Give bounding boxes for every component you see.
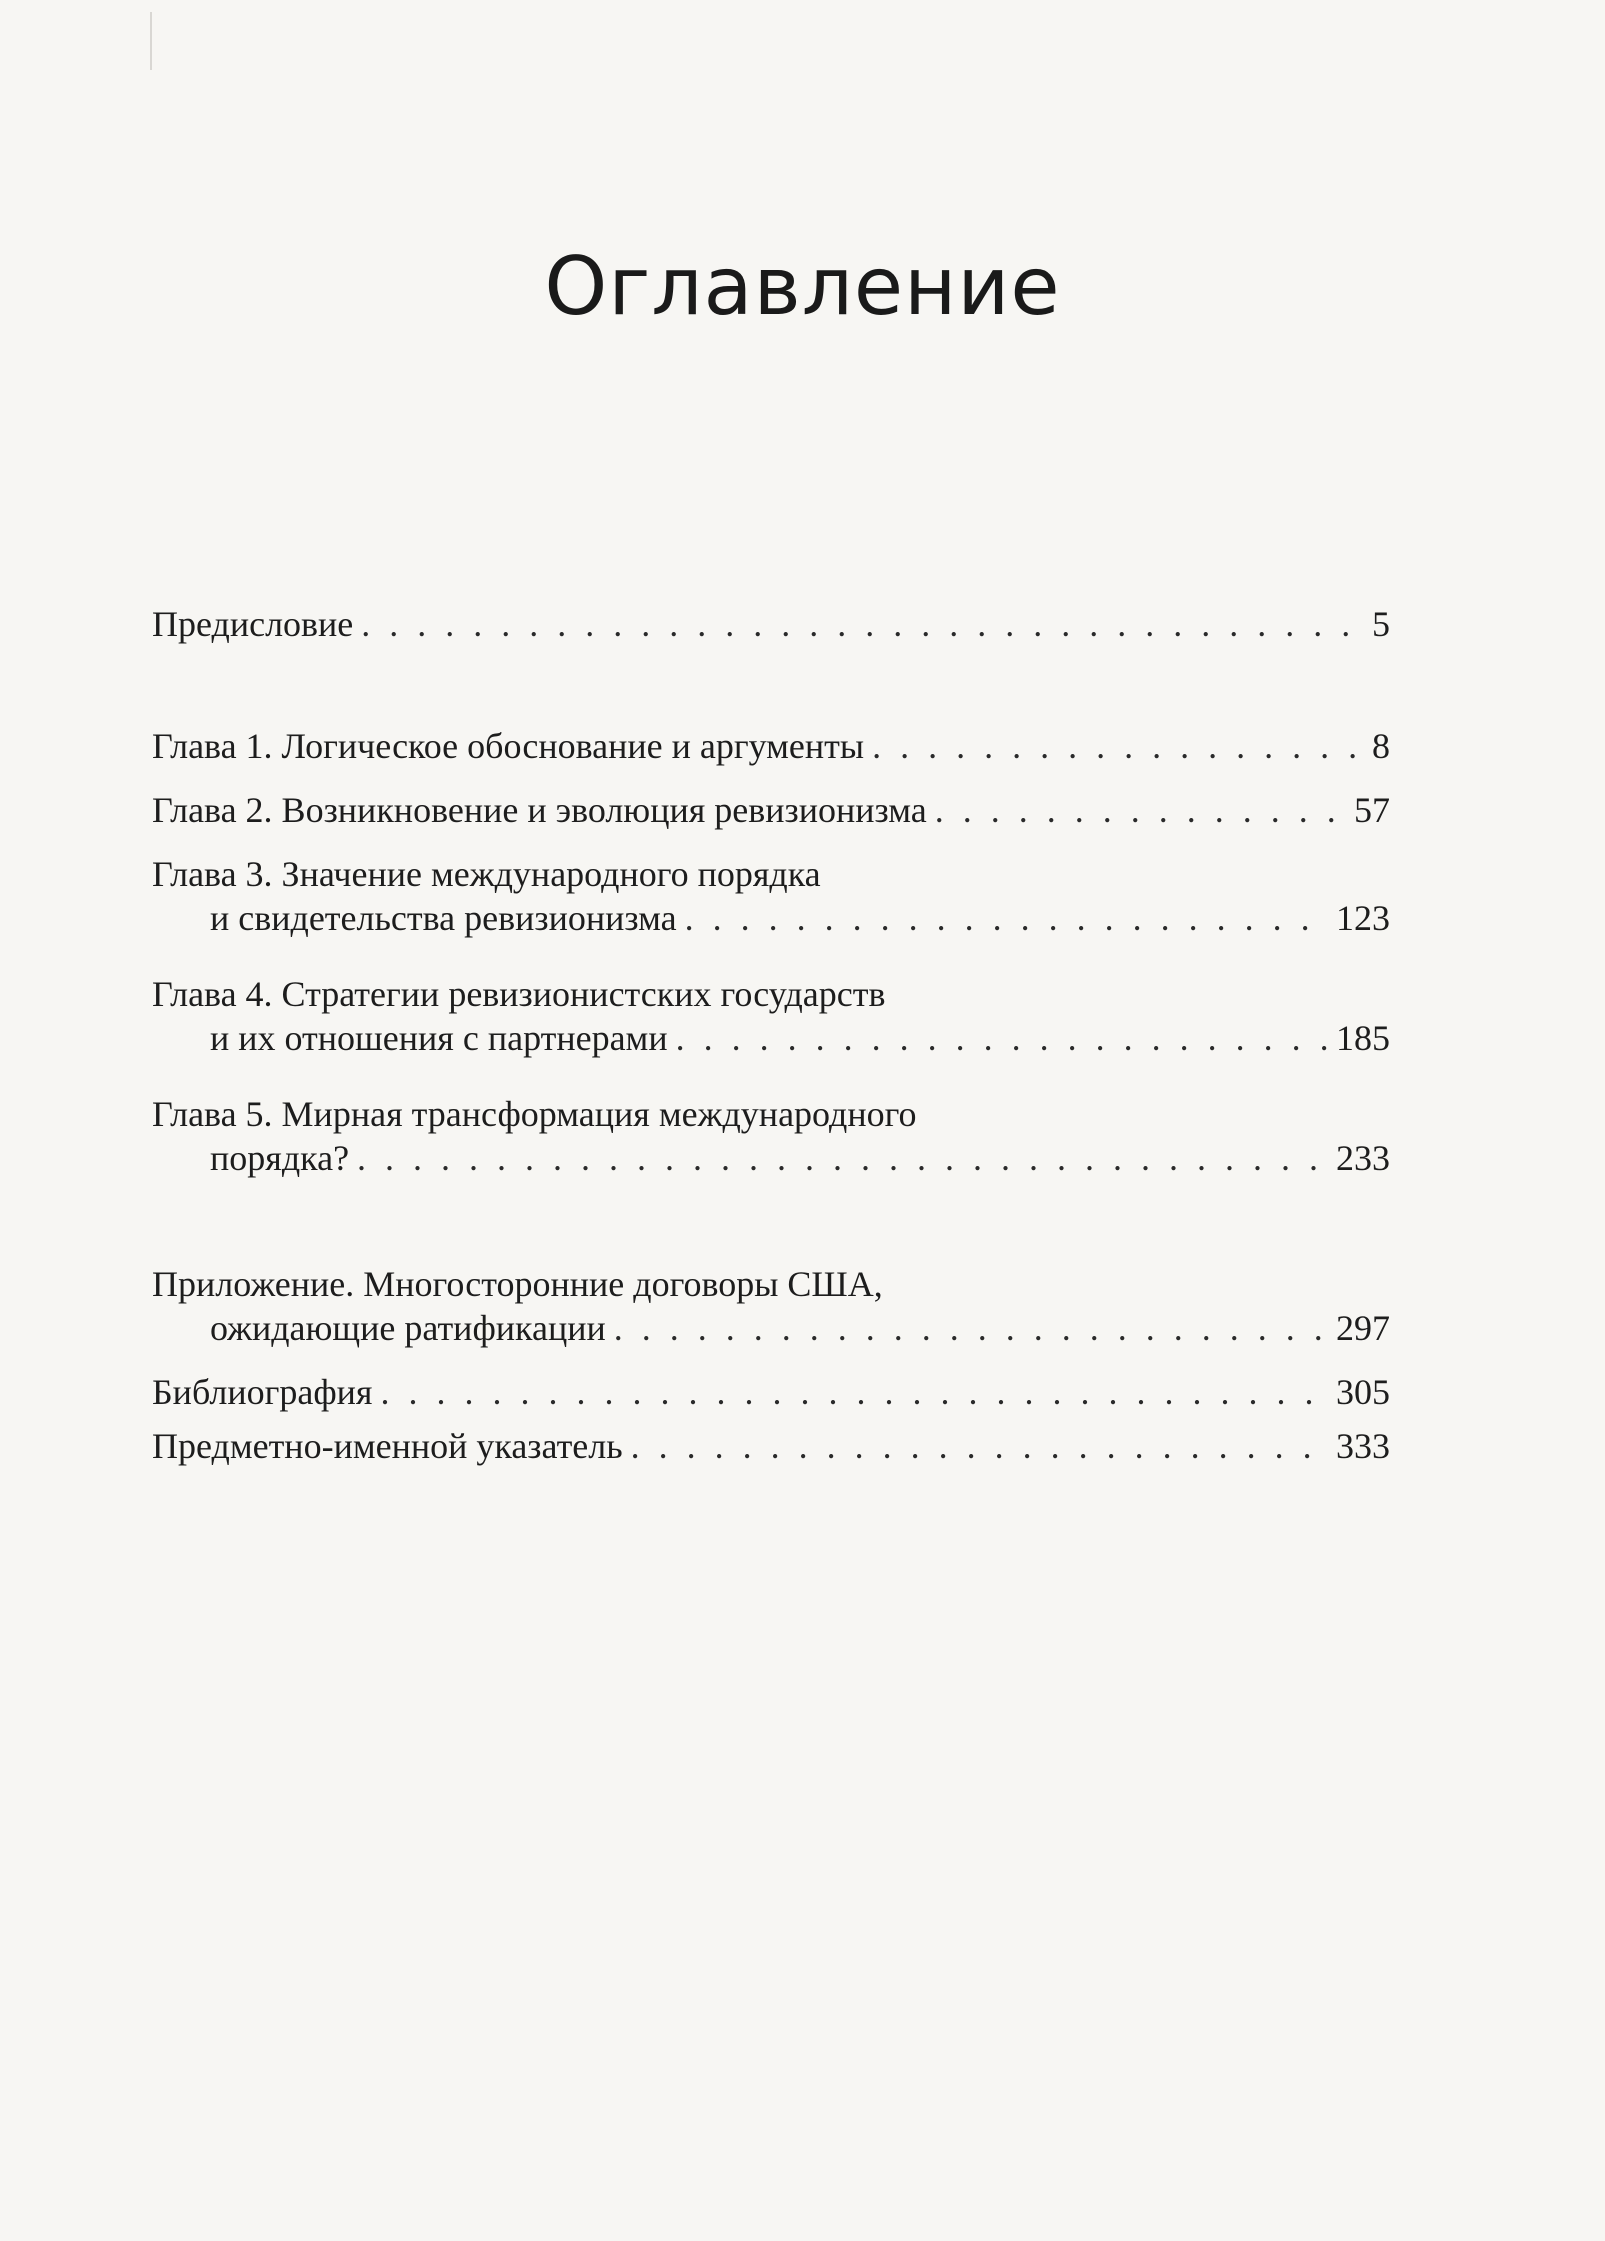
toc-entry-title: Предисловие [152, 604, 354, 644]
toc-entry [152, 602, 1390, 646]
leader-dots [614, 1306, 1328, 1350]
toc-entry-title: Глава 2. Возникновение и эволюция ревизионизма [152, 790, 927, 830]
leader-dots [676, 1016, 1328, 1060]
toc-entry-title: Глава 3. Значение международного порядка [152, 854, 821, 894]
leader-dots [380, 1370, 1328, 1414]
toc-entry-title: Глава 1. Логическое обоснование и аргументы [152, 726, 865, 766]
toc-entry [152, 1370, 1390, 1414]
toc-entry-title-continued: ожидающие ратификации [210, 1308, 606, 1348]
toc-entry [152, 788, 1390, 832]
toc-page-number: 297 [1336, 1308, 1390, 1348]
toc-entry [152, 852, 1390, 940]
leader-dots [935, 788, 1346, 832]
leader-dots [685, 896, 1328, 940]
toc-entry [152, 972, 1390, 1060]
toc-page-number: 8 [1372, 726, 1390, 766]
toc-entry-title: Глава 4. Стратегии ревизионистских государств [152, 974, 886, 1014]
toc-entry-title: Библиография [152, 1372, 373, 1412]
toc-entry [152, 724, 1390, 768]
toc-entry [152, 1424, 1390, 1468]
leader-dots [631, 1424, 1328, 1468]
toc-entry-title: Приложение. Многосторонние договоры США, [152, 1264, 883, 1304]
toc-entry-title-continued: и их отношения с партнерами [210, 1018, 668, 1058]
toc-page-number: 5 [1372, 604, 1390, 644]
leader-dots [361, 602, 1364, 646]
toc-entry-title-continued: порядка? [210, 1138, 350, 1178]
toc-page-number: 185 [1336, 1018, 1390, 1058]
toc-page-number: 123 [1336, 898, 1390, 938]
page-title: Оглавление [544, 239, 1061, 333]
toc-page-number: 57 [1354, 790, 1390, 830]
toc-entry [152, 1262, 1390, 1350]
bleed-through-rule [150, 12, 152, 70]
toc-page-number: 333 [1336, 1426, 1390, 1466]
toc-entry-title: Предметно-именной указатель [152, 1426, 623, 1466]
toc-entry [152, 1092, 1390, 1180]
toc-entry-title-continued: и свидетельства ревизионизма [210, 898, 677, 938]
toc-page-number: 233 [1336, 1138, 1390, 1178]
toc-page-number: 305 [1336, 1372, 1390, 1412]
leader-dots [872, 724, 1364, 768]
leader-dots [357, 1136, 1328, 1180]
toc-entry-title: Глава 5. Мирная трансформация международного [152, 1094, 917, 1134]
